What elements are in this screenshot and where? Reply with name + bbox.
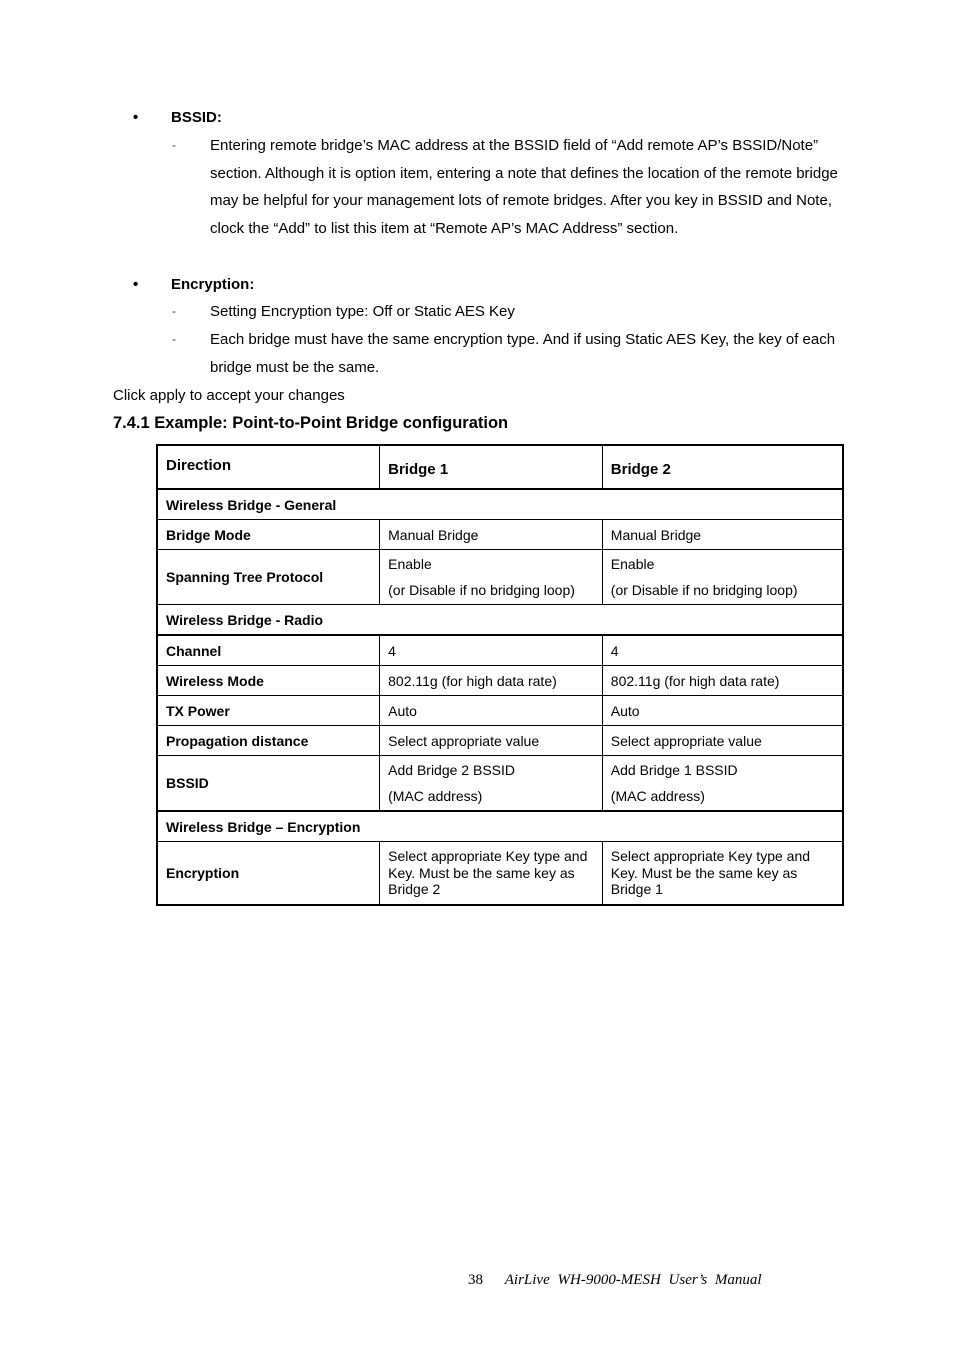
header-bridge-1: Bridge 1 <box>380 445 603 489</box>
value-line: (or Disable if no bridging loop) <box>388 582 575 598</box>
bridge-2-value: Select appropriate Key type and Key. Must be the same key as Bridge 1 <box>602 842 843 906</box>
row-label: Channel <box>157 635 380 666</box>
bridge-1-value: 802.11g (for high data rate) <box>380 666 603 696</box>
bridge-1-value: Manual Bridge <box>380 520 603 550</box>
table-row <box>157 842 843 906</box>
bridge-2-value: Select appropriate value <box>602 726 843 756</box>
dash-icon: - <box>172 138 176 152</box>
bridge-2-value: Auto <box>602 696 843 726</box>
table-row <box>157 726 843 756</box>
value-line: Add Bridge 1 BSSID <box>610 762 738 778</box>
bridge-1-value: Auto <box>380 696 603 726</box>
page-number: 38 <box>468 1272 483 1288</box>
value-line: (or Disable if no bridging loop) <box>610 582 798 598</box>
bullet-label: BSSID: <box>171 109 222 126</box>
value-line: Enable <box>388 556 432 572</box>
bridge-2-value: 802.11g (for high data rate) <box>602 666 843 696</box>
dash-icon: - <box>172 332 176 346</box>
table-row <box>157 756 843 812</box>
bullet-dot-icon: • <box>133 276 139 293</box>
row-label: BSSID <box>157 756 380 812</box>
encryption-item-text: Setting Encryption type: Off or Static AES Key <box>210 303 515 320</box>
bullet-dot-icon: • <box>133 109 139 126</box>
section-row-encryption <box>157 811 843 842</box>
row-label: Wireless Mode <box>157 666 380 696</box>
bridge-1-value <box>380 756 603 812</box>
apply-note: Click apply to accept your changes <box>113 387 345 404</box>
value-line: (MAC address) <box>610 788 705 804</box>
bridge-2-value <box>602 550 843 605</box>
value-line: (MAC address) <box>388 788 483 804</box>
header-bridge-2: Bridge 2 <box>602 445 843 489</box>
value-line: Add Bridge 2 BSSID <box>388 762 515 778</box>
bssid-description-text: Entering remote bridge’s MAC address at the BSSID field of “Add remote AP’s BSSID/Note” section. Although it is option item, entering a note that defines the location of the remote bridge may be helpful for your management lots of remote bridges. After you key in BSSID and Note, clock the “Add” to list this item at “Remote AP’s MAC Address” section. <box>210 137 838 238</box>
row-label: Bridge Mode <box>157 520 380 550</box>
bridge-1-value <box>380 550 603 605</box>
bridge-1-value: Select appropriate value <box>380 726 603 756</box>
bridge-1-value: 4 <box>380 635 603 666</box>
dash-icon: - <box>172 304 176 318</box>
bridge-2-value <box>602 756 843 812</box>
table-row <box>157 550 843 605</box>
page-footer <box>468 1272 762 1289</box>
bridge-2-value: Manual Bridge <box>602 520 843 550</box>
encryption-item-text: Each bridge must have the same encryption type. And if using Static AES Key, the key of each bridge must be the same. <box>210 331 836 376</box>
table-row <box>157 696 843 726</box>
section-label: Wireless Bridge - Radio <box>157 605 843 636</box>
section-title: 7.4.1 Example: Point-to-Point Bridge configuration <box>113 414 509 432</box>
table-row <box>157 635 843 666</box>
bullet-label: Encryption: <box>171 276 255 293</box>
section-label: Wireless Bridge - General <box>157 489 843 520</box>
header-direction: Direction <box>157 445 380 489</box>
row-label: Propagation distance <box>157 726 380 756</box>
table-header-row <box>157 445 843 489</box>
bridge-2-value: 4 <box>602 635 843 666</box>
row-label: TX Power <box>157 696 380 726</box>
row-label: Encryption <box>157 842 380 906</box>
table-row <box>157 520 843 550</box>
section-row-radio <box>157 605 843 636</box>
value-line: Enable <box>610 556 655 572</box>
section-label: Wireless Bridge – Encryption <box>157 811 843 842</box>
section-row-general <box>157 489 843 520</box>
bridge-1-value: Select appropriate Key type and Key. Must be the same key as Bridge 2 <box>380 842 603 906</box>
table-row <box>157 666 843 696</box>
manual-title: AirLive WH-9000-MESH User’s Manual <box>504 1272 762 1288</box>
row-label: Spanning Tree Protocol <box>157 550 380 605</box>
bridge-config-table <box>156 444 844 906</box>
